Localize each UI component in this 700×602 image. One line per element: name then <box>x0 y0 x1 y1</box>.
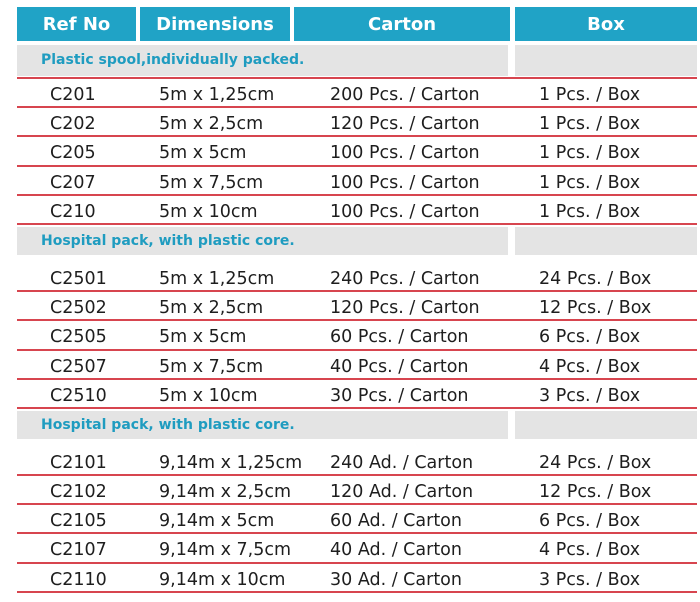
header-ref-no: Ref No <box>17 7 136 41</box>
dimensions-cell: 9,14m x 7,5cm <box>159 540 291 561</box>
box-cell: 1 Pcs. / Box <box>539 114 641 135</box>
header-box: Box <box>515 7 697 41</box>
table-row <box>17 137 697 166</box>
ref-no-cell: C2507 <box>50 356 107 377</box>
carton-cell: 120 Pcs. / Carton <box>330 298 480 319</box>
table-row <box>17 108 697 137</box>
carton-cell: 100 Pcs. / Carton <box>330 143 480 164</box>
dimensions-cell: 5m x 5cm <box>159 143 247 164</box>
carton-cell: 120 Pcs. / Carton <box>330 114 480 135</box>
box-cell: 1 Pcs. / Box <box>539 172 641 193</box>
table-row <box>17 196 697 225</box>
dimensions-cell: 5m x 10cm <box>159 385 258 406</box>
table-row <box>17 534 697 563</box>
box-cell: 4 Pcs. / Box <box>539 356 641 377</box>
table-row <box>17 564 697 593</box>
box-cell: 3 Pcs. / Box <box>539 569 641 590</box>
dimensions-cell: 5m x 5cm <box>159 327 247 348</box>
ref-no-cell: C202 <box>50 114 96 135</box>
carton-cell: 100 Pcs. / Carton <box>330 172 480 193</box>
dimensions-cell: 5m x 7,5cm <box>159 172 264 193</box>
section-band-box <box>515 227 697 255</box>
box-cell: 1 Pcs. / Box <box>539 85 641 105</box>
table-header <box>17 7 697 41</box>
section-band-box <box>515 411 697 439</box>
ref-no-cell: C2505 <box>50 327 107 348</box>
carton-cell: 30 Pcs. / Carton <box>330 385 469 406</box>
dimensions-cell: 5m x 2,5cm <box>159 298 264 319</box>
ref-no-cell: C2107 <box>50 540 107 561</box>
header-carton: Carton <box>294 7 510 41</box>
table-row <box>17 79 697 108</box>
box-cell: 12 Pcs. / Box <box>539 298 652 319</box>
section-title: Plastic spool,individually packed. <box>41 52 305 68</box>
table-row <box>17 505 697 534</box>
box-cell: 6 Pcs. / Box <box>539 511 641 532</box>
dimensions-cell: 9,14m x 2,5cm <box>159 482 291 503</box>
ref-no-cell: C210 <box>50 201 96 222</box>
ref-no-cell: C2501 <box>50 268 107 289</box>
carton-cell: 120 Ad. / Carton <box>330 482 474 503</box>
ref-no-cell: C2502 <box>50 298 107 319</box>
section-title: Hospital pack, with plastic core. <box>41 416 295 433</box>
ref-no-cell: C201 <box>50 85 96 105</box>
row-divider <box>17 591 697 593</box>
box-cell: 6 Pcs. / Box <box>539 327 641 348</box>
ref-no-cell: C2101 <box>50 452 107 473</box>
carton-cell: 30 Ad. / Carton <box>330 569 462 590</box>
box-cell: 12 Pcs. / Box <box>539 482 652 503</box>
ref-no-cell: C2105 <box>50 511 107 532</box>
product-table <box>17 7 697 593</box>
dimensions-cell: 9,14m x 1,25cm <box>159 452 303 473</box>
box-cell: 3 Pcs. / Box <box>539 385 641 406</box>
carton-cell: 100 Pcs. / Carton <box>330 201 480 222</box>
carton-cell: 40 Pcs. / Carton <box>330 356 469 377</box>
section-header <box>17 409 697 447</box>
dimensions-cell: 5m x 7,5cm <box>159 356 264 377</box>
dimensions-cell: 5m x 1,25cm <box>159 268 275 289</box>
section-title: Hospital pack, with plastic core. <box>41 232 295 249</box>
table-row <box>17 476 697 505</box>
header-dimensions: Dimensions <box>140 7 290 41</box>
table-row <box>17 447 697 476</box>
table-body <box>17 41 697 593</box>
dimensions-cell: 9,14m x 5cm <box>159 511 275 532</box>
carton-cell: 60 Pcs. / Carton <box>330 327 469 348</box>
box-cell: 1 Pcs. / Box <box>539 201 641 222</box>
table-row <box>17 167 697 196</box>
section-header <box>17 225 697 263</box>
ref-no-cell: C207 <box>50 172 96 193</box>
carton-cell: 200 Pcs. / Carton <box>330 85 480 105</box>
section-band-box <box>515 45 697 76</box>
box-cell: 1 Pcs. / Box <box>539 143 641 164</box>
section-header <box>17 41 697 79</box>
ref-no-cell: C2102 <box>50 482 107 503</box>
dimensions-cell: 9,14m x 10cm <box>159 569 286 590</box>
dimensions-cell: 5m x 2,5cm <box>159 114 264 135</box>
table-row <box>17 321 697 350</box>
dimensions-cell: 5m x 10cm <box>159 201 258 222</box>
table-row <box>17 263 697 292</box>
dimensions-cell: 5m x 1,25cm <box>159 85 275 105</box>
carton-cell: 60 Ad. / Carton <box>330 511 462 532</box>
box-cell: 24 Pcs. / Box <box>539 268 652 289</box>
box-cell: 4 Pcs. / Box <box>539 540 641 561</box>
ref-no-cell: C2110 <box>50 569 107 590</box>
carton-cell: 240 Pcs. / Carton <box>330 268 480 289</box>
ref-no-cell: C205 <box>50 143 96 164</box>
table-row <box>17 292 697 321</box>
box-cell: 24 Pcs. / Box <box>539 452 652 473</box>
table-row <box>17 380 697 409</box>
table-row <box>17 351 697 380</box>
carton-cell: 40 Ad. / Carton <box>330 540 462 561</box>
ref-no-cell: C2510 <box>50 385 107 406</box>
carton-cell: 240 Ad. / Carton <box>330 452 474 473</box>
